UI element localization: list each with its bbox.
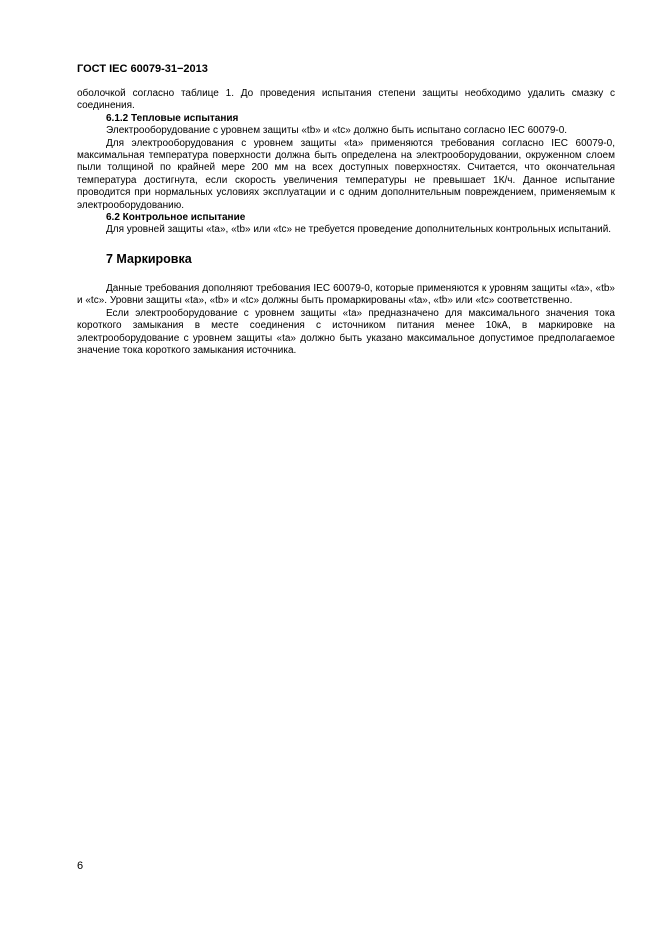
paragraph-marking-short-circuit: Если электрооборудование с уровнем защиты «ta» предназначено для максимального значения тока короткого замыкания в месте соединения с источником питания менее 10кА, в маркировке на электрооборудование с уровнем защиты «ta» должно быть указано максимальное допустимое предполагаемое значение тока короткого замыкания источника. <box>77 307 615 356</box>
subsection-heading-6-1-2: 6.1.2 Тепловые испытания <box>106 112 239 124</box>
document-header: ГОСТ IEC 60079-31−2013 <box>77 63 208 75</box>
section-heading-7: 7 Маркировка <box>106 251 192 266</box>
page-number: 6 <box>77 860 84 872</box>
paragraph-marking-requirements: Данные требования дополняют требования IEC 60079-0, которые применяются к уровням защиты «ta», «tb» и «tc». Уровни защиты «ta», «tb» и «tc» должны быть промаркированы «ta», «tb» или «tc» соответственно. <box>77 282 615 307</box>
paragraph-thermal-ta: Для электрооборудования с уровнем защиты «ta» применяются требования согласно IEC 60079-0, максимальная температура поверхности должна быть определена на электрооборудовании, окруженном слоем пыли толщиной по крайней мере 200 мм на всех доступных поверхностях. Считается, что окончательная температура достигнута, если скорость увеличения температуры не превышает 1К/ч. Данное испытание проводится при нормальных условиях эксплуатации и с одним дополнительным повреждением, применяемым к электрооборудованию. <box>77 137 615 211</box>
paragraph-thermal-tb-tc: Электрооборудование с уровнем защиты «tb» и «tc» должно быть испытано согласно IEC 60079-0. <box>106 125 568 137</box>
subsection-heading-6-2: 6.2 Контрольное испытание <box>106 212 246 224</box>
paragraph-routine-test: Для уровней защиты «ta», «tb» или «tc» не требуется проведение дополнительных контрольных испытаний. <box>106 224 612 236</box>
paragraph-continuation: оболочкой согласно таблице 1. До проведения испытания степени защиты необходимо удалить смазку с соединения. <box>77 88 615 112</box>
page-content <box>77 88 615 357</box>
